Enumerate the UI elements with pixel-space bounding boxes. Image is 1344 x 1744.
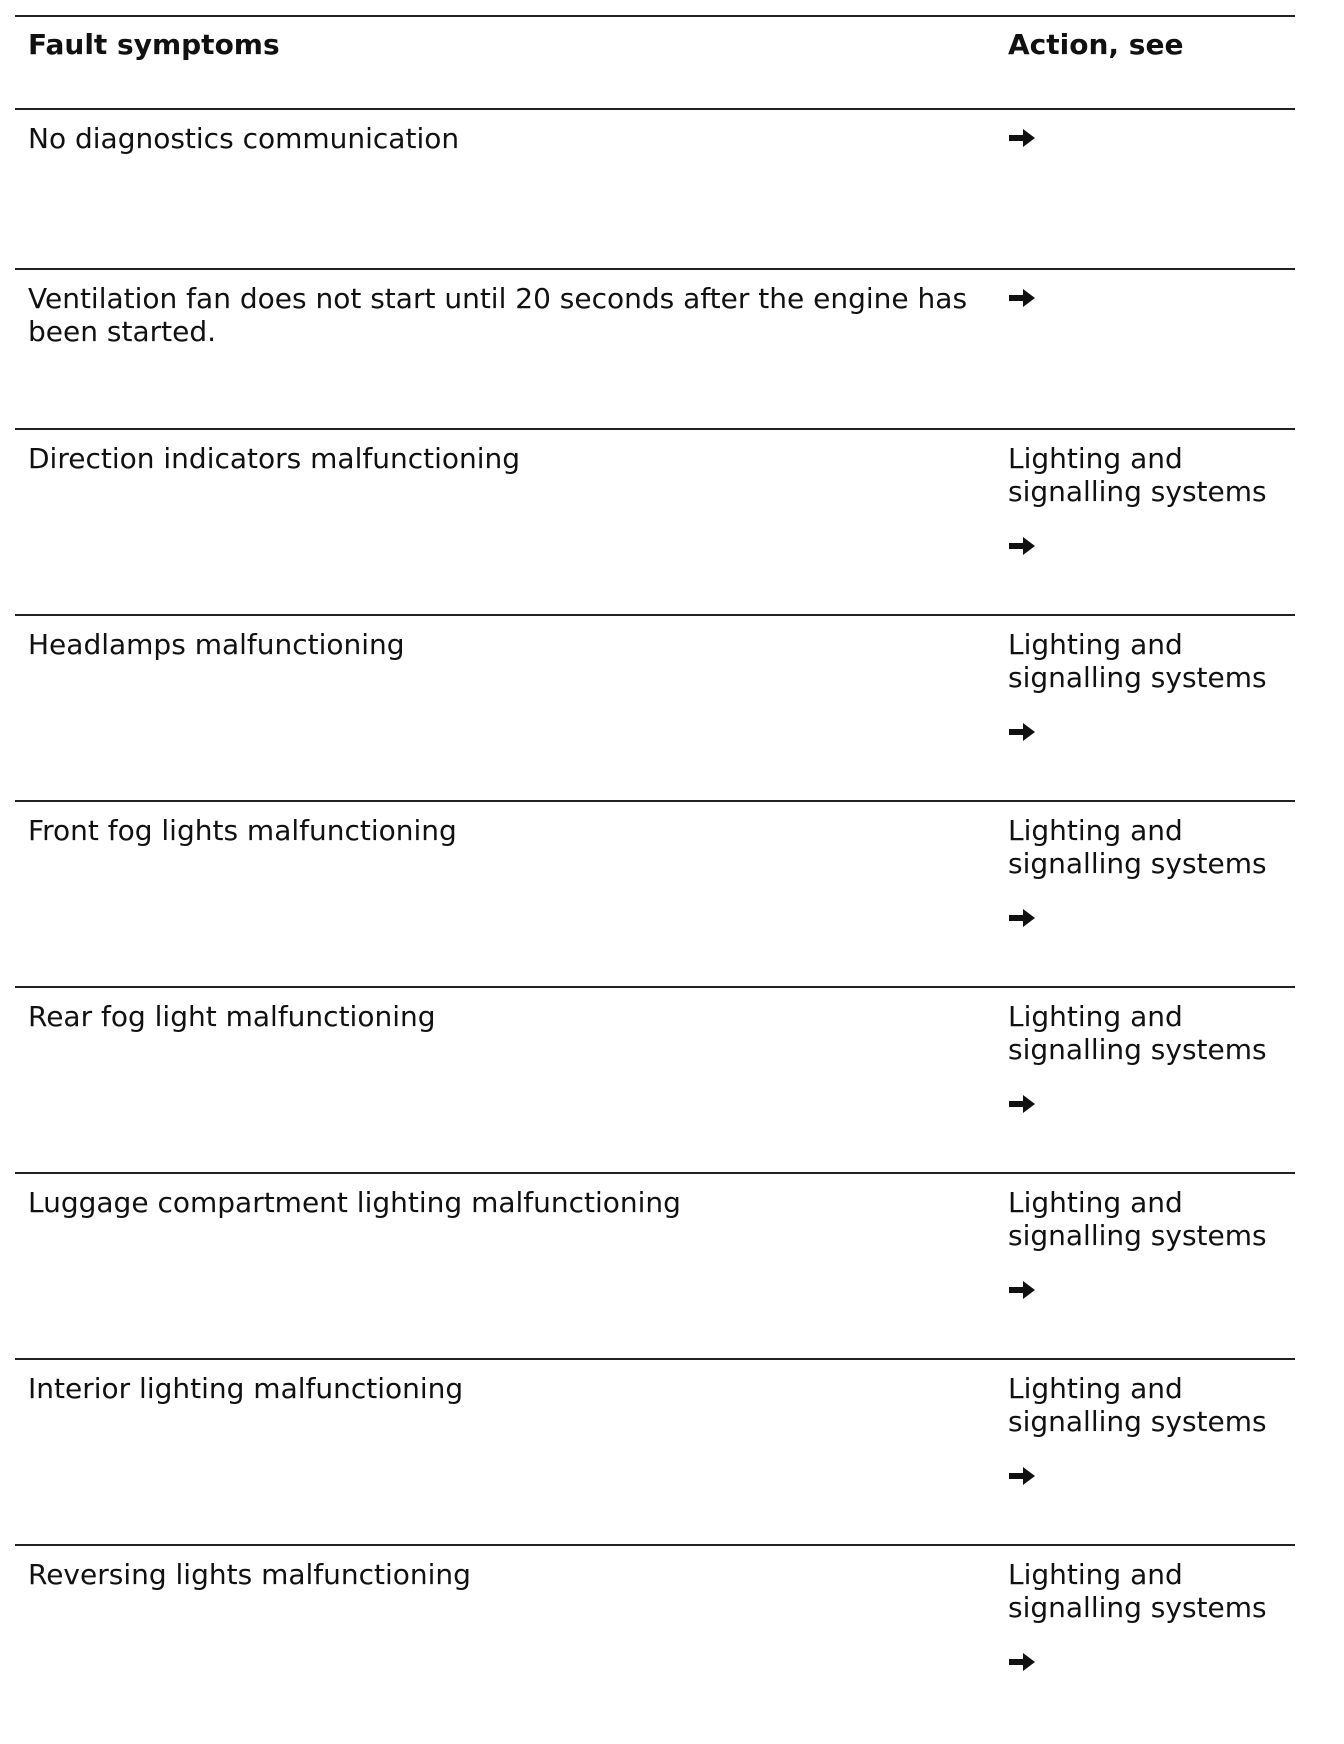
action-link-text[interactable]: Lighting and signalling systems [1008, 1372, 1267, 1438]
table-row [15, 1174, 1295, 1360]
table-row [15, 430, 1295, 616]
table-row [15, 110, 1295, 270]
action-cell [1008, 616, 1295, 800]
fault-symptom-cell: Direction indicators malfunctioning [28, 442, 521, 475]
arrow-right-icon[interactable] [1008, 1094, 1036, 1114]
fault-symptom-cell: Interior lighting malfunctioning [28, 1372, 464, 1405]
arrow-right-icon[interactable] [1008, 1280, 1036, 1300]
arrow-right-icon[interactable] [1008, 1652, 1036, 1672]
action-link-text[interactable]: Lighting and signalling systems [1008, 442, 1267, 508]
table-row [15, 1546, 1295, 1744]
arrow-right-icon[interactable] [1008, 1466, 1036, 1486]
action-link-text[interactable]: Lighting and signalling systems [1008, 628, 1267, 694]
arrow-right-icon[interactable] [1008, 288, 1036, 308]
fault-symptom-cell: No diagnostics communication [28, 122, 460, 155]
column-header-fault-symptoms: Fault symptoms [28, 28, 280, 61]
action-cell [1008, 430, 1295, 614]
arrow-right-icon[interactable] [1008, 722, 1036, 742]
action-link-text[interactable]: Lighting and signalling systems [1008, 1558, 1267, 1624]
action-link-text[interactable]: Lighting and signalling systems [1008, 1000, 1267, 1066]
action-cell [1008, 1360, 1295, 1544]
action-cell [1008, 988, 1295, 1172]
action-cell [1008, 802, 1295, 986]
fault-symptom-cell: Rear fog light malfunctioning [28, 1000, 436, 1033]
fault-symptom-cell: Luggage compartment lighting malfunctioning [28, 1186, 681, 1219]
table-row [15, 270, 1295, 430]
action-cell [1008, 1174, 1295, 1358]
table-row [15, 988, 1295, 1174]
action-cell [1008, 1546, 1295, 1744]
arrow-right-icon[interactable] [1008, 536, 1036, 556]
fault-symptom-cell: Reversing lights malfunctioning [28, 1558, 471, 1591]
fault-symptoms-table [15, 15, 1295, 1744]
action-link-text[interactable]: Lighting and signalling systems [1008, 1186, 1267, 1252]
column-header-action: Action, see [1008, 28, 1184, 61]
arrow-right-icon[interactable] [1008, 128, 1036, 148]
fault-symptom-cell: Ventilation fan does not start until 20 seconds after the engine has been started. [28, 282, 968, 348]
table-row [15, 616, 1295, 802]
fault-symptom-cell: Front fog lights malfunctioning [28, 814, 457, 847]
action-link-text[interactable]: Lighting and signalling systems [1008, 814, 1267, 880]
fault-symptom-cell: Headlamps malfunctioning [28, 628, 405, 661]
action-cell [1008, 270, 1295, 428]
arrow-right-icon[interactable] [1008, 908, 1036, 928]
table-row [15, 802, 1295, 988]
table-row [15, 1360, 1295, 1546]
table-header-row [15, 17, 1295, 110]
action-cell [1008, 110, 1295, 268]
